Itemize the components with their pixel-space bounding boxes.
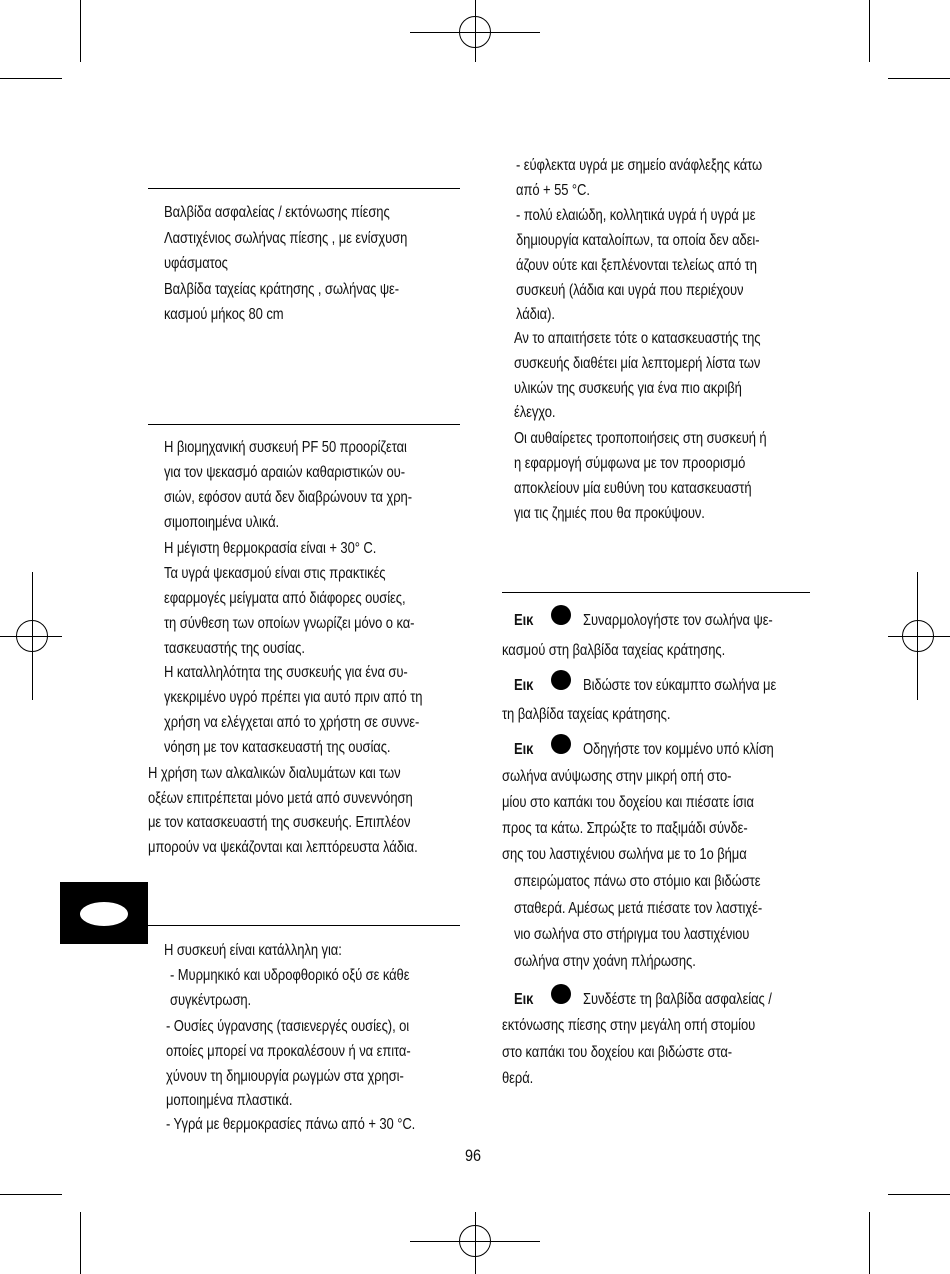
step-line: σης του λαστιχένιου σωλήνα με το 1ο βήμα <box>502 846 747 863</box>
step-line: σωλήνα στην χοάνη πλήρωσης. <box>514 953 696 970</box>
paragraph-line: εφαρμογές μείγματα από διάφορες ουσίες, <box>164 590 406 607</box>
step-line: σπειρώματος πάνω στο στόμιο και βιδώστε <box>514 873 761 890</box>
list-item: - Ουσίες ύγρανσης (τασιενεργές ουσίες), οι <box>166 1018 410 1035</box>
paragraph-line: Η συσκευή είναι κατάλληλη για: <box>164 942 342 959</box>
section-rule-not-suitable <box>148 925 460 926</box>
paragraph-line: Η βιομηχανική συσκευή PF 50 προορίζεται <box>164 439 407 456</box>
parts-line: κασμού μήκος 80 cm <box>164 306 284 323</box>
list-item: συσκευή (λάδια και υγρά που περιέχουν <box>516 282 744 299</box>
paragraph-line: Η καταλληλότητα της συσκευής για ένα συ- <box>164 664 408 681</box>
paragraph-line: τη σύνθεση των οποίων γνωρίζει μόνο ο κα- <box>164 615 415 632</box>
list-item: - Υγρά με θερμοκρασίες πάνω από + 30 °C. <box>166 1116 416 1133</box>
list-item: - Μυρμηκικό και υδροφθορικό οξύ σε κάθε <box>170 967 410 984</box>
parts-line: Λαστιχένιος σωλήνας πίεσης , με ενίσχυση <box>164 230 408 247</box>
parts-line: υφάσματος <box>164 255 228 272</box>
list-item: από + 55 °C. <box>516 182 590 199</box>
language-tab-oval <box>80 902 128 926</box>
figure-number-marker <box>551 984 571 1004</box>
section-rule-assembly <box>502 592 810 593</box>
step-line: σταθερά. Αμέσως μετά πιέσατε τον λαστιχέ- <box>514 900 763 917</box>
paragraph-line: σιμοποιημένα υλικά. <box>164 514 280 531</box>
step-line: Συναρμολογήστε τον σωλήνα ψε- <box>583 612 773 629</box>
paragraph-line: υλικών της συσκευής για ένα πιο ακριβή <box>514 380 742 397</box>
paragraph-line: για τις ζημιές που θα προκύψουν. <box>514 505 705 522</box>
step-line: στο καπάκι του δοχείου και βιδώστε στα- <box>502 1044 733 1061</box>
paragraph-line: έλεγχο. <box>514 404 556 421</box>
step-line: νιο σωλήνα στο στήριγμα του λαστιχένιου <box>514 926 750 943</box>
paragraph-line: με τον κατασκευαστή της συσκευής. Επιπλέον <box>148 814 411 831</box>
step-line: τη βαλβίδα ταχείας κράτησης. <box>502 706 671 723</box>
paragraph-line: συσκευής διαθέτει μία λεπτομερή λίστα των <box>514 355 761 372</box>
figure-label: Εικ <box>514 991 534 1008</box>
paragraph-line: Η χρήση των αλκαλικών διαλυμάτων και των <box>148 765 401 782</box>
step-line: κασμού στη βαλβίδα ταχείας κράτησης. <box>502 642 726 659</box>
paragraph-line: Η μέγιστη θερμοκρασία είναι + 30° C. <box>164 540 377 557</box>
step-line: εκτόνωσης πίεσης στην μεγάλη οπή στομίου <box>502 1017 756 1034</box>
figure-label: Εικ <box>514 677 534 694</box>
paragraph-line: τασκευαστής της ουσίας. <box>164 640 305 657</box>
section-rule-parts <box>148 188 460 189</box>
list-item: χύνουν τη δημιουργία ρωγμών στα χρησι- <box>166 1068 404 1085</box>
paragraph-line: Τα υγρά ψεκασμού είναι στις πρακτικές <box>164 565 386 582</box>
language-tab <box>60 882 148 944</box>
figure-number-marker <box>551 734 571 754</box>
list-item: λάδια). <box>516 306 555 323</box>
paragraph-line: γκεκριμένο υγρό πρέπει για αυτό πριν από τη <box>164 689 423 706</box>
paragraph-line: για τον ψεκασμό αραιών καθαριστικών ου- <box>164 464 405 481</box>
figure-number-marker <box>551 670 571 690</box>
step-line: θερά. <box>502 1070 534 1087</box>
step-line: προς τα κάτω. Σπρώξτε το παξιμάδι σύνδε- <box>502 820 748 837</box>
list-item: συγκέντρωση. <box>170 992 252 1009</box>
section-rule-intended-use <box>148 424 460 425</box>
list-item: - πολύ ελαιώδη, κολλητικά υγρά ή υγρά με <box>516 207 756 224</box>
list-item: δημιουργία καταλοίπων, τα οποία δεν αδει- <box>516 232 760 249</box>
figure-label: Εικ <box>514 741 534 758</box>
list-item: οποίες μπορεί να προκαλέσουν ή να επιτα- <box>166 1043 411 1060</box>
figure-number-marker <box>551 605 571 625</box>
page-number: 96 <box>465 1146 482 1165</box>
step-line: Βιδώστε τον εύκαμπτο σωλήνα με <box>583 677 777 694</box>
paragraph-line: αποκλείουν μία ευθύνη του κατασκευαστή <box>514 480 752 497</box>
list-item: - εύφλεκτα υγρά με σημείο ανάφλεξης κάτω <box>516 157 763 174</box>
paragraph-line: Οι αυθαίρετες τροποποιήσεις στη συσκευή ή <box>514 430 767 447</box>
parts-line: Βαλβίδα ταχείας κράτησης , σωλήνας ψε- <box>164 281 400 298</box>
step-line: Συνδέστε τη βαλβίδα ασφαλείας / <box>583 991 772 1008</box>
figure-label: Εικ <box>514 612 534 629</box>
step-line: μίου στο καπάκι του δοχείου και πιέσατε ίσια <box>502 794 754 811</box>
paragraph-line: νόηση με τον κατασκευαστή της ουσίας. <box>164 739 391 756</box>
paragraph-line: μπορούν να ψεκάζονται και λεπτόρευστα λάδια. <box>148 839 418 856</box>
paragraph-line: σιών, εφόσον αυτά δεν διαβρώνουν τα χρη- <box>164 489 412 506</box>
parts-line: Βαλβίδα ασφαλείας / εκτόνωσης πίεσης <box>164 204 390 221</box>
step-line: σωλήνα ανύψωσης στην μικρή οπή στο- <box>502 768 732 785</box>
paragraph-line: η εφαρμογή σύμφωνα με τον προορισμό <box>514 455 746 472</box>
list-item: μοποιημένα πλαστικά. <box>166 1092 293 1109</box>
paragraph-line: Αν το απαιτήσετε τότε ο κατασκευαστής της <box>514 330 761 347</box>
list-item: άζουν ούτε και ξεπλένονται τελείως από τη <box>516 257 757 274</box>
paragraph-line: οξέων επιτρέπεται μόνο μετά από συνεννόηση <box>148 790 413 807</box>
step-line: Οδηγήστε τον κομμένο υπό κλίση <box>583 741 774 758</box>
paragraph-line: χρήση να ελέγχεται από το χρήστη σε συννε- <box>164 714 420 731</box>
